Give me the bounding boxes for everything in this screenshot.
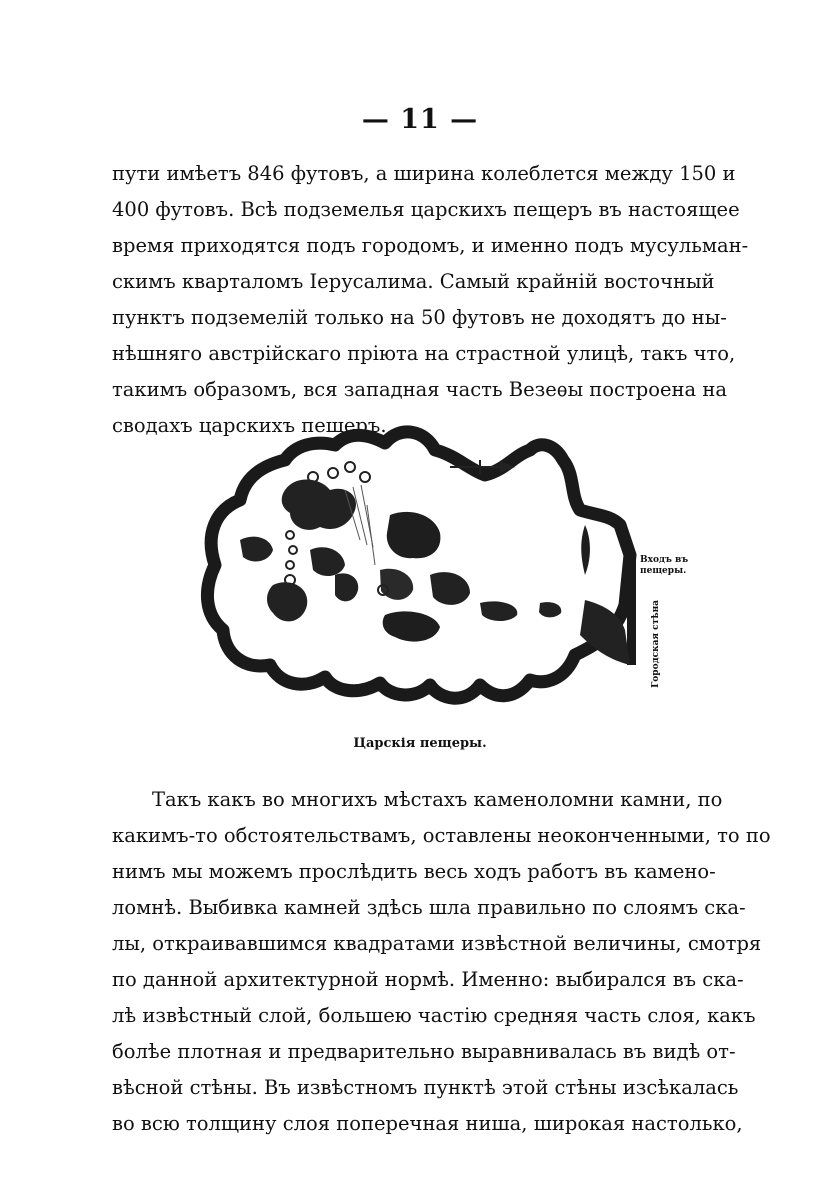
cave-map-illustration [185,415,695,715]
text-line: нимъ мы можемъ прослѣдить весь ходъ работъ въ камено- [112,860,716,883]
text-line: пути имѣетъ 846 футовъ, а ширина колеблется между 150 и [112,162,736,185]
text-line: скимъ кварталомъ Іерусалима. Самый крайній восточный [112,270,715,293]
entrance-label-line: Входъ въ [640,555,689,565]
cave-hatching [367,505,375,565]
cave-pillar [480,601,517,621]
text-line: нѣшняго австрійскаго пріюта на страстной улицѣ, такъ что, [112,342,736,365]
cave-map-drawing [185,415,695,715]
cave-column [345,462,355,472]
text-line: болѣе плотная и предварительно выравнивалась въ видѣ от- [112,1040,736,1063]
text-line: лѣ извѣстный слой, большею частію средняя часть слоя, какъ [112,1004,756,1027]
text-line: время приходятся подъ городомъ, и именно подъ мусульман- [112,234,749,257]
cave-pillar [387,512,441,558]
text-line: 400 футовъ. Всѣ подземелья царскихъ пещеръ въ настоящее [112,198,740,221]
cave-column [286,531,294,539]
cave-hatching [353,487,367,545]
text-line: какимъ-то обстоятельствамъ, оставлены неоконченными, то по [112,824,771,847]
cave-pillar [267,582,307,621]
cave-column [328,468,338,478]
cave-column [289,546,297,554]
paragraph-2 [112,782,771,1142]
text-line: ломнѣ. Выбивка камней здѣсь шла правильно по слоямъ ска- [112,896,746,919]
cave-pillar [335,573,358,601]
cave-pillar [581,525,590,575]
city-wall-label: Городская стѣна [651,600,661,688]
cave-pillar [240,537,273,562]
page-number: — 11 — [361,104,479,135]
cave-pillar [310,547,345,576]
figure-caption: Царскія пещеры. [353,736,487,751]
cave-pillar [383,611,440,641]
text-line: по данной архитектурной нормѣ. Именно: выбирался въ ска- [112,968,744,991]
text-line: Такъ какъ во многихъ мѣстахъ каменоломни камни, по [152,788,723,811]
cave-outer-wall [207,432,630,698]
cave-pillar [282,479,356,529]
cave-column [360,472,370,482]
city-wall [627,555,636,665]
cave-pillar [430,572,470,605]
text-line: такимъ образомъ, вся западная часть Везеѳы построена на [112,378,727,401]
text-line: лы, откраивавшимся квадратами извѣстной величины, смотря [112,932,762,955]
entrance-label-line: пещеры. [640,566,687,576]
cave-pillar [539,602,561,617]
paragraph-1 [112,156,749,444]
text-line: пунктъ подземелій только на 50 футовъ не доходятъ до ны- [112,306,727,329]
text-line: вѣсной стѣны. Въ извѣстномъ пунктѣ этой стѣны изсѣкалась [112,1076,739,1099]
cave-column [286,561,294,569]
text-line: сводахъ царскихъ пещеръ. [112,414,387,437]
text-line: во всю толщину слоя поперечная ниша, широкая настолько, [112,1112,743,1135]
entrance-label [640,555,700,577]
